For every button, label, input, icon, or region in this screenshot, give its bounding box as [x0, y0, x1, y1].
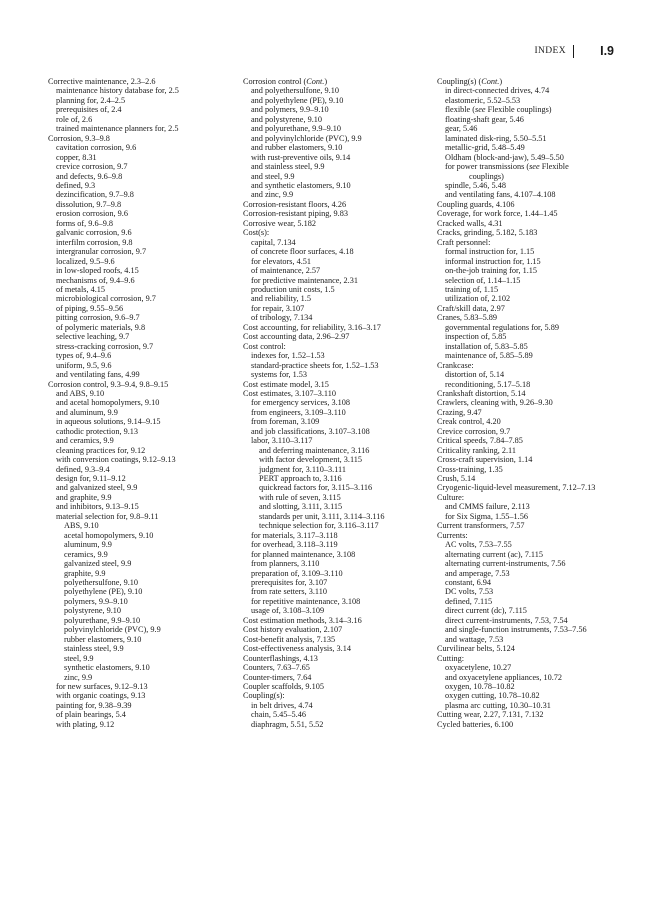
index-entry: polyethersulfone, 9.10 [64, 578, 139, 588]
index-entry: and job classifications, 3.107–3.108 [251, 426, 370, 436]
index-entry: Counter-timers, 7.64 [243, 672, 312, 682]
index-entry: preparation of, 3.109–3.110 [251, 568, 343, 578]
index-entry: design for, 9.11–9.12 [56, 474, 126, 484]
index-entry: Craft/skill data, 2.97 [437, 303, 505, 313]
index-entry: and single-function instruments, 7.53–7.56 [445, 625, 587, 635]
index-entry: informal instruction for, 1.15 [445, 256, 541, 266]
index-entry: Curvilinear belts, 5.124 [437, 644, 515, 654]
index-entry: Cranes, 5.83–5.89 [437, 313, 498, 323]
index-entry: inspection of, 5.85 [445, 332, 507, 342]
index-entry: Crush, 5.14 [437, 474, 476, 484]
index-entry: dezincification, 9.7–9.8 [56, 190, 134, 200]
section-label: INDEX [534, 46, 566, 56]
index-entry: forms of, 9.6–9.8 [56, 218, 114, 228]
index-entry: distortion of, 5.14 [445, 370, 505, 380]
index-entry: material selection for, 9.8–9.11 [56, 511, 159, 521]
index-entry: Cost(s): [243, 228, 270, 238]
index-entry: Craft personnel: [437, 237, 491, 247]
index-entry: and inhibitors, 9.13–9.15 [56, 502, 139, 512]
index-column-3 [437, 77, 627, 729]
index-entry: localized, 9.5–9.6 [56, 256, 115, 266]
index-entry: of maintenance, 2.57 [251, 266, 321, 276]
index-entry: direct current-instruments, 7.53, 7.54 [445, 615, 568, 625]
index-entry: utilization of, 2.102 [445, 294, 511, 304]
index-entry: training of, 1.15 [445, 284, 499, 294]
index-entry: Corrosion-resistant floors, 4.26 [243, 199, 347, 209]
index-entry: Cost accounting data, 2.96–2.97 [243, 332, 350, 342]
index-entry: planning for, 2.4–2.5 [56, 95, 126, 105]
index-entry: plasma arc cutting, 10.30–10.31 [445, 700, 551, 710]
index-entry: ABS, 9.10 [64, 521, 99, 531]
index-entry: Corrective maintenance, 2.3–2.6 [48, 77, 156, 86]
running-header [0, 44, 614, 60]
index-entry: Corrosion control (Cont.) [243, 77, 328, 86]
index-entry: cleaning practices for, 9.12 [56, 445, 146, 455]
index-entry: from rate setters, 3.110 [251, 587, 327, 597]
index-entry: gear, 5.46 [445, 124, 478, 134]
index-entry: technique selection for, 3.116–3.117 [259, 521, 379, 531]
index-entry: and aluminum, 9.9 [56, 407, 118, 417]
index-entry: and wattage, 7.53 [445, 634, 504, 644]
index-entry: polyethylene (PE), 9.10 [64, 587, 143, 597]
index-entry: defined, 7.115 [445, 596, 493, 606]
index-entry: for emergency services, 3.108 [251, 398, 351, 408]
index-entry: polyurethane, 9.9–9.10 [64, 615, 141, 625]
index-entry: polystyrene, 9.10 [64, 606, 122, 616]
index-entry: from engineers, 3.109–3.110 [251, 407, 346, 417]
index-entry: zinc, 9.9 [64, 672, 93, 682]
index-entry: Coupling guards, 4.106 [437, 199, 515, 209]
index-entry: pitting corrosion, 9.6–9.7 [56, 313, 140, 323]
index-entry: from foreman, 3.109 [251, 417, 320, 427]
index-entry: prerequisites for, 3.107 [251, 578, 328, 588]
index-entry: and slotting, 3.111, 3.115 [259, 502, 343, 512]
index-entry: Cost history evaluation, 2.107 [243, 625, 343, 635]
index-entry: for predictive maintenance, 2.31 [251, 275, 358, 285]
index-entry: dissolution, 9.7–9.8 [56, 199, 122, 209]
header-divider [573, 45, 575, 58]
index-entry: Corrosion-resistant piping, 9.83 [243, 209, 348, 219]
index-entry: and reliability, 1.5 [251, 294, 311, 304]
index-entry: Criticality ranking, 2.11 [437, 445, 516, 455]
index-entry: Coverage, for work force, 1.44–1.45 [437, 209, 558, 219]
index-entry: constant, 6.94 [445, 578, 492, 588]
index-entry: Cost estimation methods, 3.14–3.16 [243, 615, 362, 625]
index-entry: and ceramics, 9.9 [56, 436, 114, 446]
index-entry: on-the-job training for, 1.15 [445, 266, 538, 276]
index-entry: governmental regulations for, 5.89 [445, 322, 559, 332]
index-entry: alternating current-instruments, 7.56 [445, 559, 566, 569]
index-entry: polymers, 9.9–9.10 [64, 596, 128, 606]
index-entry: alternating current (ac), 7.115 [445, 549, 543, 559]
index-entry: of plain bearings, 5.4 [56, 710, 126, 720]
index-entry: Corrosion, 9.3–9.8 [48, 133, 110, 143]
index-entry: Creak control, 4.20 [437, 417, 501, 427]
index-entry: for planned maintenance, 3.108 [251, 549, 356, 559]
index-entry: and graphite, 9.9 [56, 492, 112, 502]
index-entry: for elevators, 4.51 [251, 256, 312, 266]
index-entry: with organic coatings, 9.13 [56, 691, 146, 701]
index-entry: for power transmissions (see Flexible [445, 162, 569, 172]
index-entry: in belt drives, 4.74 [251, 700, 313, 710]
index-entry: metallic-grid, 5.48–5.49 [445, 143, 525, 153]
index-entry: for materials, 3.117–3.118 [251, 530, 338, 540]
index-entry: Culture: [437, 492, 465, 502]
index-entry: cathodic protection, 9.13 [56, 426, 139, 436]
index-entry: intergranular corrosion, 9.7 [56, 247, 147, 257]
index-entry: and amperage, 7.53 [445, 568, 510, 578]
index-entry: direct current (dc), 7.115 [445, 606, 527, 616]
index-entry: DC volts, 7.53 [445, 587, 494, 597]
index-entry: Cutting: [437, 653, 465, 663]
index-entry: quickread factors for, 3.115–3.116 [259, 483, 373, 493]
index-entry: systems for, 1.53 [251, 370, 308, 380]
index-entry: floating-shaft gear, 5.46 [445, 114, 524, 124]
index-entry: PERT approach to, 3.116 [259, 474, 342, 484]
index-entry: synthetic elastomers, 9.10 [64, 663, 150, 673]
index-entry: for repetitive maintenance, 3.108 [251, 596, 361, 606]
index-entry: selection of, 1.14–1.15 [445, 275, 521, 285]
index-entry: and polyethylene (PE), 9.10 [251, 95, 344, 105]
index-entry: graphite, 9.9 [64, 568, 106, 578]
index-entry: defined, 9.3 [56, 180, 96, 190]
index-entry: stainless steel, 9.9 [64, 644, 124, 654]
index-entry: acetal homopolymers, 9.10 [64, 530, 154, 540]
index-entry: installation of, 5.83–5.85 [445, 341, 528, 351]
index-entry: elastomeric, 5.52–5.53 [445, 95, 521, 105]
index-entry: microbiological corrosion, 9.7 [56, 294, 156, 304]
index-entry: and ABS, 9.10 [56, 388, 105, 398]
page-number: I.9 [600, 44, 614, 58]
index-entry: couplings) [469, 171, 504, 181]
index-entry: and polymers, 9.9–9.10 [251, 105, 329, 115]
index-entry: prerequisites of, 2.4 [56, 105, 122, 115]
index-entry: Cross-craft supervision, 1.14 [437, 455, 533, 465]
index-entry: for Six Sigma, 1.55–1.56 [445, 511, 528, 521]
index-entry: Crevice corrosion, 9.7 [437, 426, 511, 436]
index-entry: Coupling(s): [243, 691, 285, 701]
index-entry: spindle, 5.46, 5.48 [445, 180, 506, 190]
index-entry: defined, 9.3–9.4 [56, 464, 110, 474]
index-entry: standards per unit, 3.111, 3.114–3.116 [259, 511, 385, 521]
index-entry: usage of, 3.108–3.109 [251, 606, 325, 616]
index-entry: crevice corrosion, 9.7 [56, 162, 128, 172]
index-entry: and acetal homopolymers, 9.10 [56, 398, 160, 408]
index-entry: in aqueous solutions, 9.14–9.15 [56, 417, 161, 427]
index-column-1 [48, 77, 238, 729]
index-entry: role of, 2.6 [56, 114, 93, 124]
index-entry: laminated disk-ring, 5.50–5.51 [445, 133, 547, 143]
index-entry: oxyacetylene, 10.27 [445, 663, 512, 673]
index-entry: capital, 7.134 [251, 237, 296, 247]
index-entry: AC volts, 7.53–7.55 [445, 540, 512, 550]
index-entry: with rust-preventive oils, 9.14 [251, 152, 351, 162]
index-entry: Oldham (block-and-jaw), 5.49–5.50 [445, 152, 564, 162]
index-entry: Cost accounting, for reliability, 3.16–3.17 [243, 322, 381, 332]
index-entry: for new surfaces, 9.12–9.13 [56, 682, 148, 691]
index-entry: Critical speeds, 7.84–7.85 [437, 436, 523, 446]
index-entry: and defects, 9.6–9.8 [56, 171, 123, 181]
index-entry: Crankshaft distortion, 5.14 [437, 388, 526, 398]
index-entry: Current transformers, 7.57 [437, 521, 525, 531]
index-entry: types of, 9.4–9.6 [56, 351, 112, 361]
index-entry: and polyethersulfone, 9.10 [251, 86, 339, 96]
index-entry: trained maintenance planners for, 2.5 [56, 124, 179, 134]
index-entry: with conversion coatings, 9.12–9.13 [56, 455, 176, 465]
index-entry: rubber elastomers, 9.10 [64, 634, 142, 644]
index-entry: Cost-benefit analysis, 7.135 [243, 634, 336, 644]
index-entry: formal instruction for, 1.15 [445, 247, 535, 257]
index-entry: selective leaching, 9.7 [56, 332, 130, 342]
index-entry: indexes for, 1.52–1.53 [251, 351, 325, 361]
index-entry: and zinc, 9.9 [251, 190, 294, 200]
index-entry: Cryogenic-liquid-level measurement, 7.12–7.13 [437, 483, 596, 493]
index-entry: galvanized steel, 9.9 [64, 559, 132, 569]
index-entry: maintenance of, 5.85–5.89 [445, 351, 533, 361]
index-entry: of tribology, 7.134 [251, 313, 313, 323]
index-entry: in direct-connected drives, 4.74 [445, 86, 550, 96]
index-entry: Cracks, grinding, 5.182, 5.183 [437, 228, 538, 238]
index-entry: copper, 8.31 [56, 152, 97, 162]
index-entry: erosion corrosion, 9.6 [56, 209, 128, 219]
index-entry: mechanisms of, 9.4–9.6 [56, 275, 135, 285]
index-entry: and CMMS failure, 2.113 [445, 502, 530, 512]
index-entry: with factor development, 3.115 [259, 455, 363, 465]
index-entry: production unit costs, 1.5 [251, 284, 335, 294]
index-entry: uniform, 9.5, 9.6 [56, 360, 112, 370]
index-entry: Crazing, 9.47 [437, 407, 482, 417]
index-entry: and ventilating fans, 4.99 [56, 370, 140, 380]
index-entry: Cross-training, 1.35 [437, 464, 503, 474]
index-entry: Cutting wear, 2.27, 7.131, 7.132 [437, 710, 544, 720]
index-entry: polyvinylchloride (PVC), 9.9 [64, 625, 161, 635]
index-entry: Currents: [437, 530, 468, 540]
index-entry: for overhead, 3.118–3.119 [251, 540, 338, 550]
index-entry: interfilm corrosion, 9.8 [56, 237, 133, 247]
index-entry: Cycled batteries, 6.100 [437, 719, 514, 729]
index-entry: Corrosive wear, 5.182 [243, 218, 316, 228]
index-entry: steel, 9.9 [64, 653, 94, 663]
index-entry: from planners, 3.110 [251, 559, 320, 569]
index-entry: and steel, 9.9 [251, 171, 295, 181]
index-entry: for repair, 3.107 [251, 303, 305, 313]
index-entry: flexible (see Flexible couplings) [445, 105, 552, 115]
index-entry: and stainless steel, 9.9 [251, 162, 325, 172]
index-entry: maintenance history database for, 2.5 [56, 86, 179, 96]
index-entry: with plating, 9.12 [56, 719, 115, 729]
index-entry: of piping, 9.55–9.56 [56, 303, 124, 313]
index-entry: and polystyrene, 9.10 [251, 114, 323, 124]
index-entry: Coupler scaffolds, 9.105 [243, 682, 324, 691]
index-entry: Cost-effectiveness analysis, 3.14 [243, 644, 351, 654]
index-entry: oxygen cutting, 10.78–10.82 [445, 691, 540, 701]
index-entry: of metals, 4.15 [56, 284, 106, 294]
index-entry: standard-practice sheets for, 1.52–1.53 [251, 360, 379, 370]
index-entry: in low-sloped roofs, 4.15 [56, 266, 139, 276]
index-entry: and ventilating fans, 4.107–4.108 [445, 190, 556, 200]
index-entry: oxygen, 10.78–10.82 [445, 682, 515, 691]
index-entry: and synthetic elastomers, 9.10 [251, 180, 351, 190]
index-entry: Cost control: [243, 341, 286, 351]
index-entry: of concrete floor surfaces, 4.18 [251, 247, 354, 257]
index-entry: Crankcase: [437, 360, 474, 370]
index-entry: Corrosion control, 9.3–9.4, 9.8–9.15 [48, 379, 169, 389]
index-entry: Cost estimate model, 3.15 [243, 379, 329, 389]
index-entry: stress-cracking corrosion, 9.7 [56, 341, 154, 351]
index-entry: with rule of seven, 3.115 [259, 492, 341, 502]
index-entry: Cost estimates, 3.107–3.110 [243, 388, 336, 398]
index-entry: ceramics, 9.9 [64, 549, 108, 559]
index-entry: reconditioning, 5.17–5.18 [445, 379, 531, 389]
index-entry: and deferring maintenance, 3.116 [259, 445, 370, 455]
index-entry: galvanic corrosion, 9.6 [56, 228, 132, 238]
index-entry: and polyvinylchloride (PVC), 9.9 [251, 133, 362, 143]
index-entry: Crawlers, cleaning with, 9.26–9.30 [437, 398, 553, 408]
index-column-2 [243, 77, 433, 729]
index-entry: Coupling(s) (Cont.) [437, 77, 503, 86]
index-entry: and polyurethane, 9.9–9.10 [251, 124, 342, 134]
index-entry: of polymeric materials, 9.8 [56, 322, 146, 332]
index-entry: chain, 5.45–5.46 [251, 710, 306, 720]
index-entry: Cracked walls, 4.31 [437, 218, 503, 228]
index-entry: painting for, 9.38–9.39 [56, 700, 132, 710]
index-entry: Counters, 7.63–7.65 [243, 663, 310, 673]
index-entry: Counterflashings, 4.13 [243, 653, 318, 663]
index-entry: cavitation corrosion, 9.6 [56, 143, 137, 153]
index-entry: and rubber elastomers, 9.10 [251, 143, 343, 153]
index-entry: judgment for, 3.110–3.111 [259, 464, 346, 474]
index-entry: and galvanized steel, 9.9 [56, 483, 138, 493]
index-entry: diaphragm, 5.51, 5.52 [251, 719, 324, 729]
index-entry: and oxyacetylene appliances, 10.72 [445, 672, 563, 682]
index-entry: labor, 3.110–3.117 [251, 436, 313, 446]
index-entry: aluminum, 9.9 [64, 540, 112, 550]
